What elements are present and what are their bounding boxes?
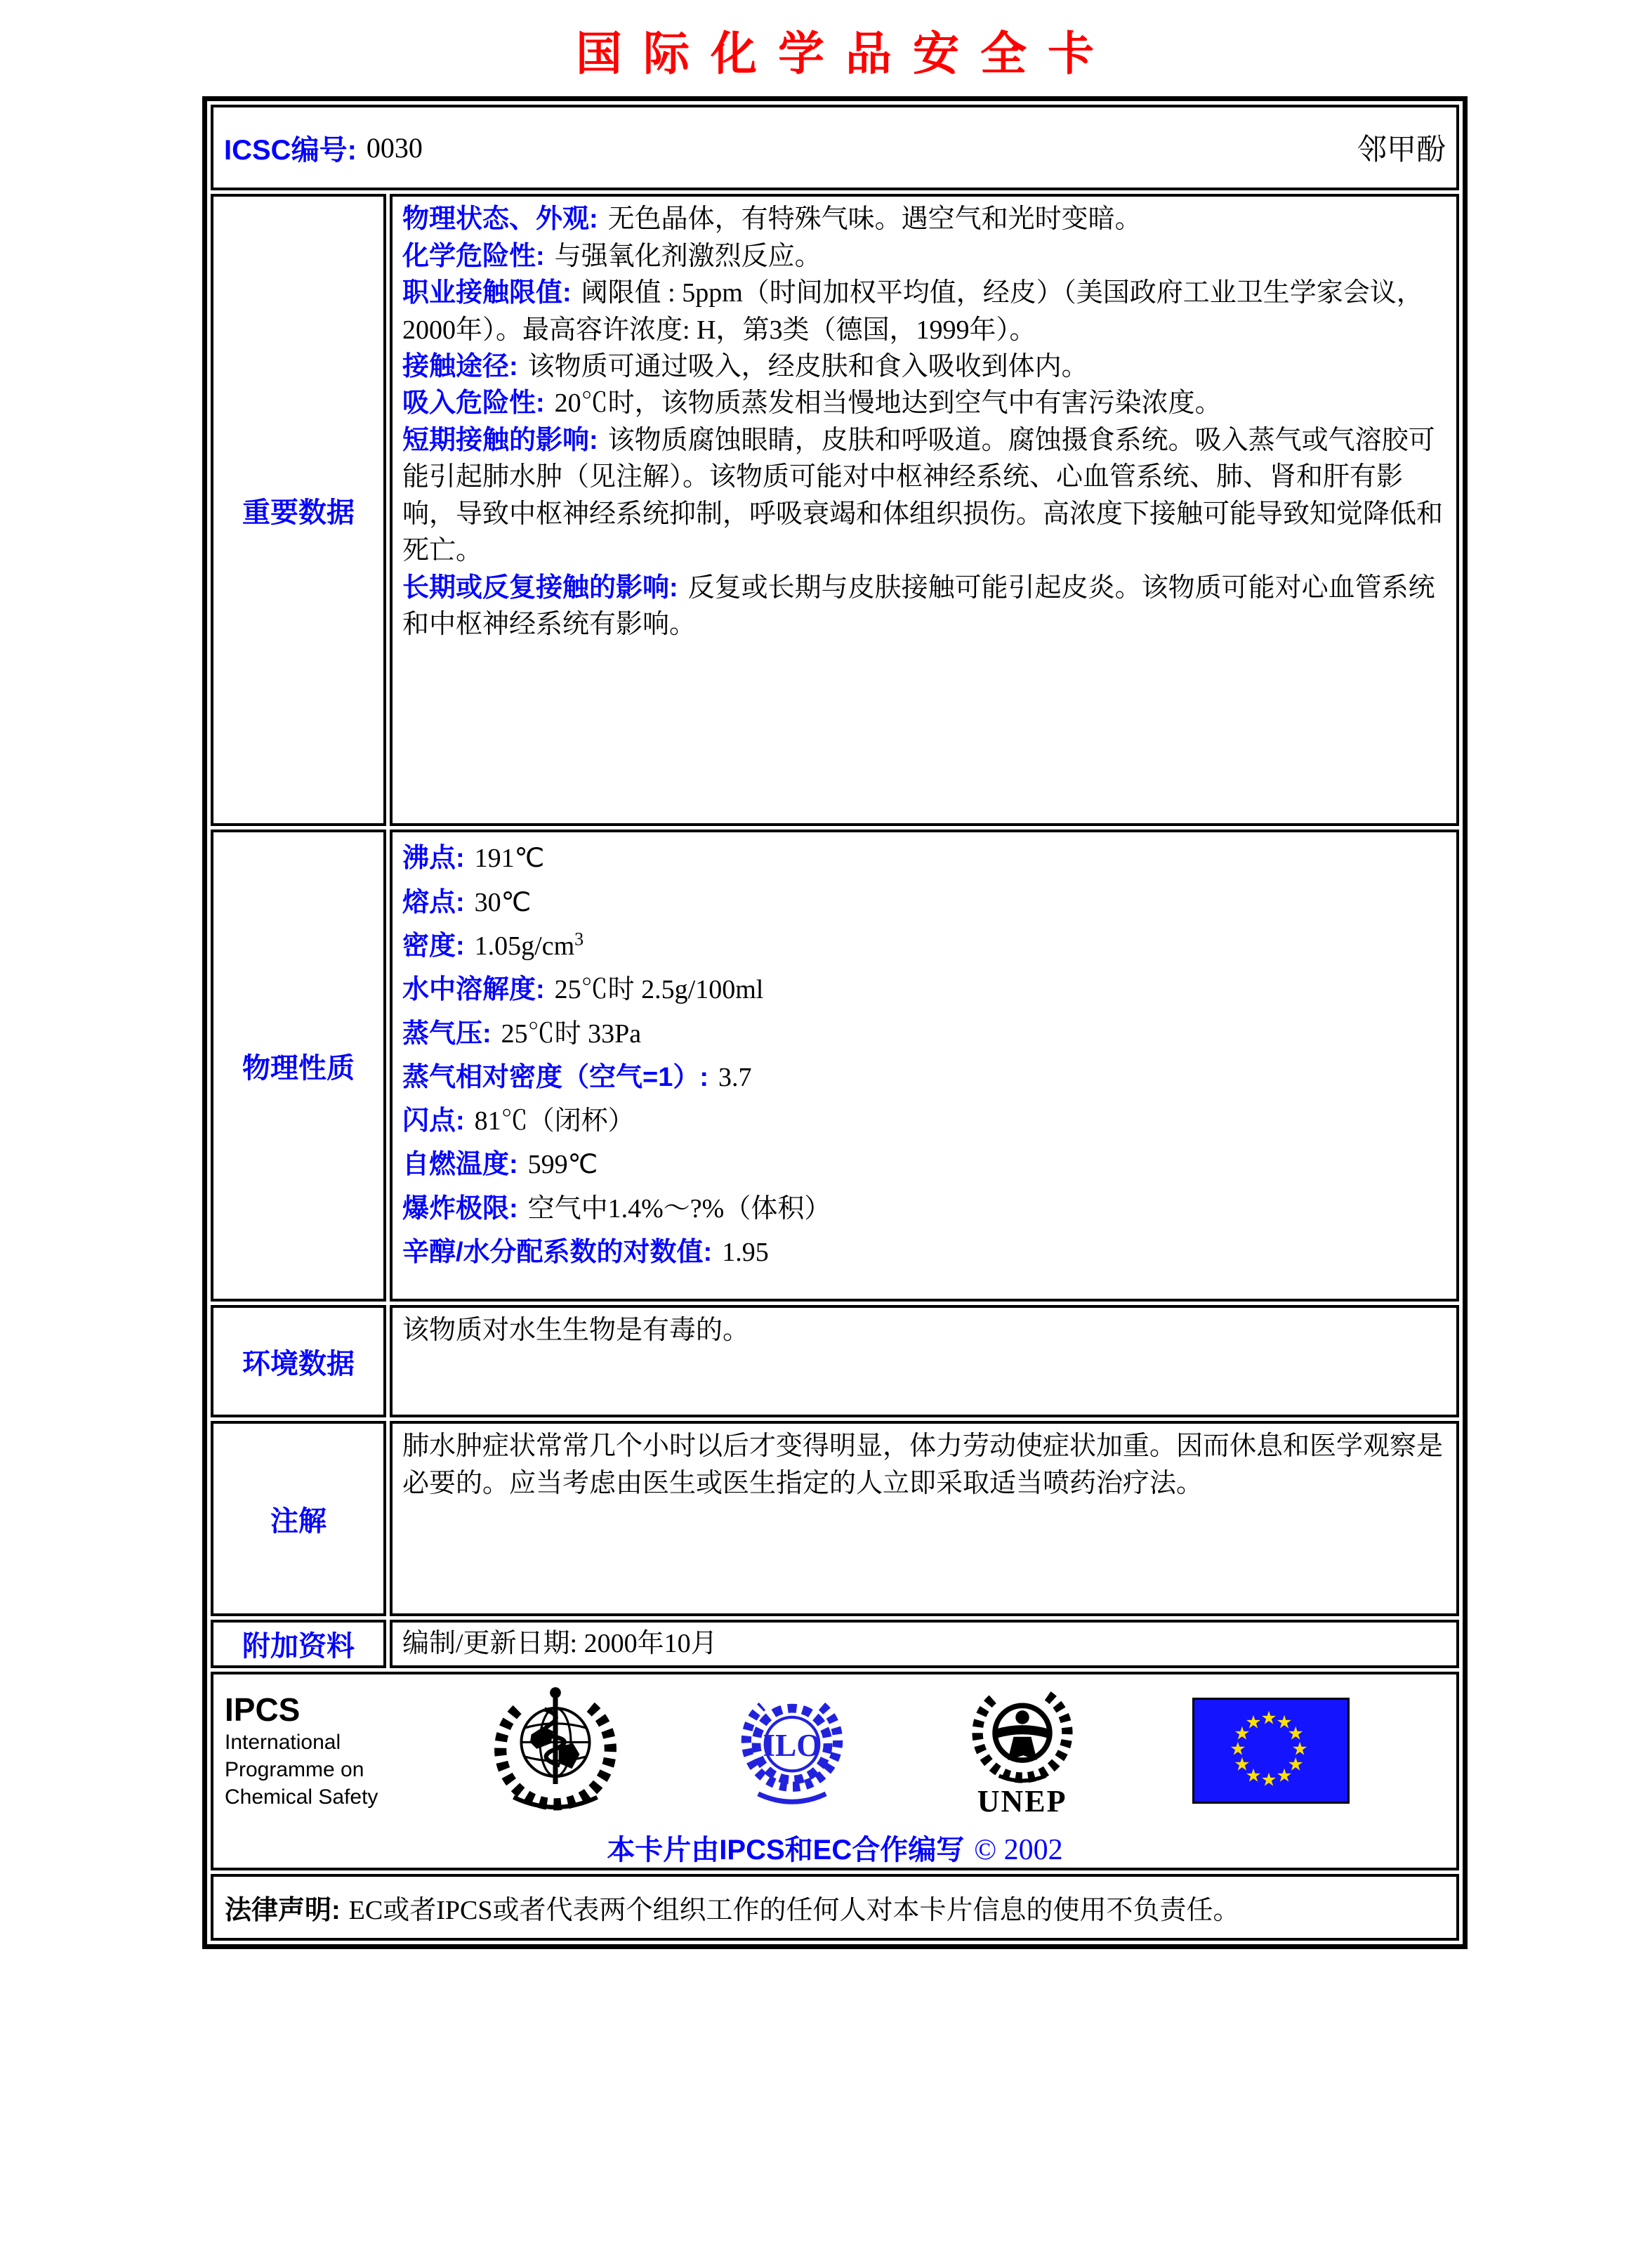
- section-label-notes: 注解: [211, 1421, 386, 1616]
- property-line: [402, 1012, 1445, 1056]
- icsc-header-cell: [211, 105, 1459, 190]
- property-line: [402, 1056, 1445, 1099]
- section-label-important-data: 重要数据: [211, 194, 386, 826]
- icsc-number-value: 0030: [366, 131, 423, 164]
- field-value: 1.95: [722, 1238, 769, 1268]
- section-label-environmental-data: 环境数据: [211, 1305, 386, 1417]
- field-value: 25℃时 33Pa: [501, 1018, 642, 1049]
- field-label: 职业接触限值:: [402, 278, 572, 308]
- section-label-additional-info: 附加资料: [211, 1620, 386, 1667]
- important-data-row: [211, 194, 1459, 826]
- environmental-data-row: [211, 1305, 1459, 1417]
- card-wrapper: [202, 27, 1468, 1949]
- environmental-data-text: 该物质对水生生物是有毒的。: [402, 1316, 750, 1346]
- field-label: 水中溶解度:: [402, 975, 545, 1005]
- important-data-content: [390, 194, 1459, 826]
- field-value: 阈限值 : 5ppm（时间加权平均值，经皮）（美国政府工业卫生学家会议，2000年）。最高容许浓度: H，第3类（德国，1999年）。: [402, 278, 1423, 345]
- field-label: 爆炸极限:: [402, 1193, 518, 1224]
- eu-star-icon: ★: [1234, 1723, 1251, 1744]
- eu-star-icon: ★: [1276, 1712, 1293, 1733]
- property-line: [402, 1143, 1445, 1186]
- field-value: 与强氧化剂激烈反应。: [554, 241, 822, 271]
- field-value: 191℃: [474, 844, 545, 874]
- field-label: 蒸气相对密度（空气=1）:: [402, 1062, 708, 1092]
- property-line: [402, 385, 1445, 421]
- property-line: [402, 968, 1445, 1011]
- page-title: 国际化学品安全卡: [576, 27, 1115, 79]
- field-value: 599℃: [527, 1150, 598, 1180]
- property-line: [402, 1099, 1445, 1143]
- property-line: [402, 201, 1445, 237]
- property-line: [402, 570, 1445, 643]
- field-value: 该物质可通过吸入，经皮肤和食入吸收到体内。: [527, 352, 1088, 382]
- notes-text: 肺水肿症状常常几个小时以后才变得明显，体力劳动使症状加重。因而休息和医学观察是必要的。应当考虑由医生或医生指定的人立即采取适当喷药治疗法。: [402, 1431, 1444, 1498]
- field-value: $1.05g/cm^3$: [474, 929, 584, 961]
- field-label: 沸点:: [402, 844, 465, 874]
- icsc-number-label: ICSC编号:: [224, 134, 357, 166]
- ipcs-subtitle-line: Programme on: [225, 1757, 364, 1781]
- ipcs-acronym: IPCS: [225, 1691, 301, 1728]
- field-value-superscript: 3: [574, 929, 584, 950]
- field-value: 该物质腐蚀眼睛，皮肤和呼吸道。腐蚀摄食系统。吸入蒸气或气溶胶可能引起肺水肿（见注解）。该物质可能对中枢神经系统、心血管系统、肺、肾和肝有影响，导致中枢神经系统抑制，呼吸衰竭和体组织损伤。高浓度下接触可能导致知觉降低和死亡。: [402, 425, 1444, 566]
- icsc-card-table: [202, 96, 1468, 1948]
- physical-properties-row: [211, 830, 1459, 1302]
- who-logo-icon: [489, 1682, 621, 1820]
- field-label: 蒸气压:: [402, 1018, 492, 1049]
- unep-logo-block: [963, 1682, 1081, 1819]
- field-label: 长期或反复接触的影响:: [402, 572, 678, 603]
- eu-flag-stars: [1230, 1708, 1307, 1790]
- field-value: 3.7: [718, 1062, 752, 1092]
- property-line: [402, 238, 1445, 275]
- field-value: 20℃时，该物质蒸发相当慢地达到空气中有害污染浓度。: [554, 388, 1222, 419]
- physical-properties-content: [390, 830, 1459, 1302]
- eu-star-icon: ★: [1260, 1707, 1277, 1729]
- field-label: 化学危险性:: [402, 241, 545, 271]
- property-line: [402, 348, 1445, 385]
- property-line: [402, 924, 1445, 968]
- field-value: 空气中1.4%～?%（体积）: [527, 1193, 831, 1224]
- additional-info-content: [390, 1620, 1459, 1667]
- unep-label: UNEP: [977, 1784, 1067, 1819]
- eu-star-icon: ★: [1234, 1754, 1251, 1775]
- notes-row: [211, 1421, 1459, 1616]
- environmental-data-content: [390, 1305, 1459, 1417]
- field-label: 密度:: [402, 931, 465, 961]
- field-value: 25℃时 2.5g/100ml: [554, 975, 764, 1005]
- ilo-logo-icon: [732, 1684, 852, 1818]
- field-label: 吸入危险性:: [402, 388, 545, 419]
- field-value: 反复或长期与皮肤接触可能引起皮炎。该物质可能对心血管系统和中枢神经系统有影响。: [402, 572, 1435, 640]
- logos-cell: [211, 1672, 1459, 1870]
- property-line: [402, 422, 1445, 570]
- eu-star-icon: ★: [1245, 1712, 1262, 1733]
- field-value: 无色晶体，有特殊气味。遇空气和光时变暗。: [607, 204, 1142, 235]
- legal-row: [211, 1874, 1459, 1941]
- section-label-physical-properties: 物理性质: [211, 830, 386, 1302]
- logos-row: [211, 1672, 1459, 1870]
- ipcs-subtitle-line: International: [225, 1730, 341, 1754]
- unep-logo-icon: [963, 1682, 1081, 1788]
- additional-info-text: 编制/更新日期: 2000年10月: [402, 1629, 718, 1659]
- field-label: 闪点:: [402, 1106, 465, 1136]
- ipcs-subtitle-line: Chemical Safety: [225, 1785, 378, 1809]
- property-line: [402, 1187, 1445, 1231]
- property-line: [402, 275, 1445, 348]
- field-label: 辛醇/水分配系数的对数值:: [402, 1238, 713, 1268]
- legal-text: EC或者IPCS或者代表两个组织工作的任何人对本卡片信息的使用不负责任。: [348, 1895, 1240, 1925]
- copyright-year: © 2002: [974, 1833, 1063, 1866]
- eu-star-icon: ★: [1291, 1738, 1308, 1759]
- notes-content: [390, 1421, 1459, 1616]
- field-label: 自燃温度:: [402, 1150, 518, 1180]
- copyright-text: 本卡片由IPCS和EC合作编写: [607, 1834, 965, 1866]
- field-label: 熔点:: [402, 887, 465, 917]
- legal-label: 法律声明:: [225, 1895, 341, 1925]
- ipcs-text-block: [225, 1691, 378, 1811]
- property-line: [402, 881, 1445, 924]
- eu-star-icon: ★: [1287, 1754, 1304, 1775]
- field-label: 物理状态、外观:: [402, 204, 598, 235]
- copyright-line: [213, 1828, 1456, 1868]
- chemical-name: 邻甲酚: [1357, 134, 1446, 167]
- field-label: 短期接触的影响:: [402, 425, 598, 455]
- eu-star-icon: ★: [1245, 1765, 1262, 1786]
- field-value: 81℃（闭杯）: [474, 1106, 635, 1136]
- eu-star-icon: ★: [1276, 1765, 1293, 1786]
- eu-star-icon: ★: [1287, 1723, 1304, 1744]
- eu-star-icon: ★: [1260, 1769, 1277, 1790]
- eu-flag-icon: [1192, 1698, 1350, 1804]
- property-line: [402, 1231, 1445, 1274]
- icsc-header-row: [211, 105, 1459, 190]
- field-label: 接触途径:: [402, 352, 518, 382]
- ilo-letters: ILO: [763, 1727, 822, 1763]
- additional-info-row: [211, 1620, 1459, 1667]
- field-value: 30℃: [474, 887, 532, 917]
- eu-star-icon: ★: [1230, 1738, 1246, 1759]
- property-line: [402, 837, 1445, 880]
- legal-cell: [211, 1874, 1459, 1941]
